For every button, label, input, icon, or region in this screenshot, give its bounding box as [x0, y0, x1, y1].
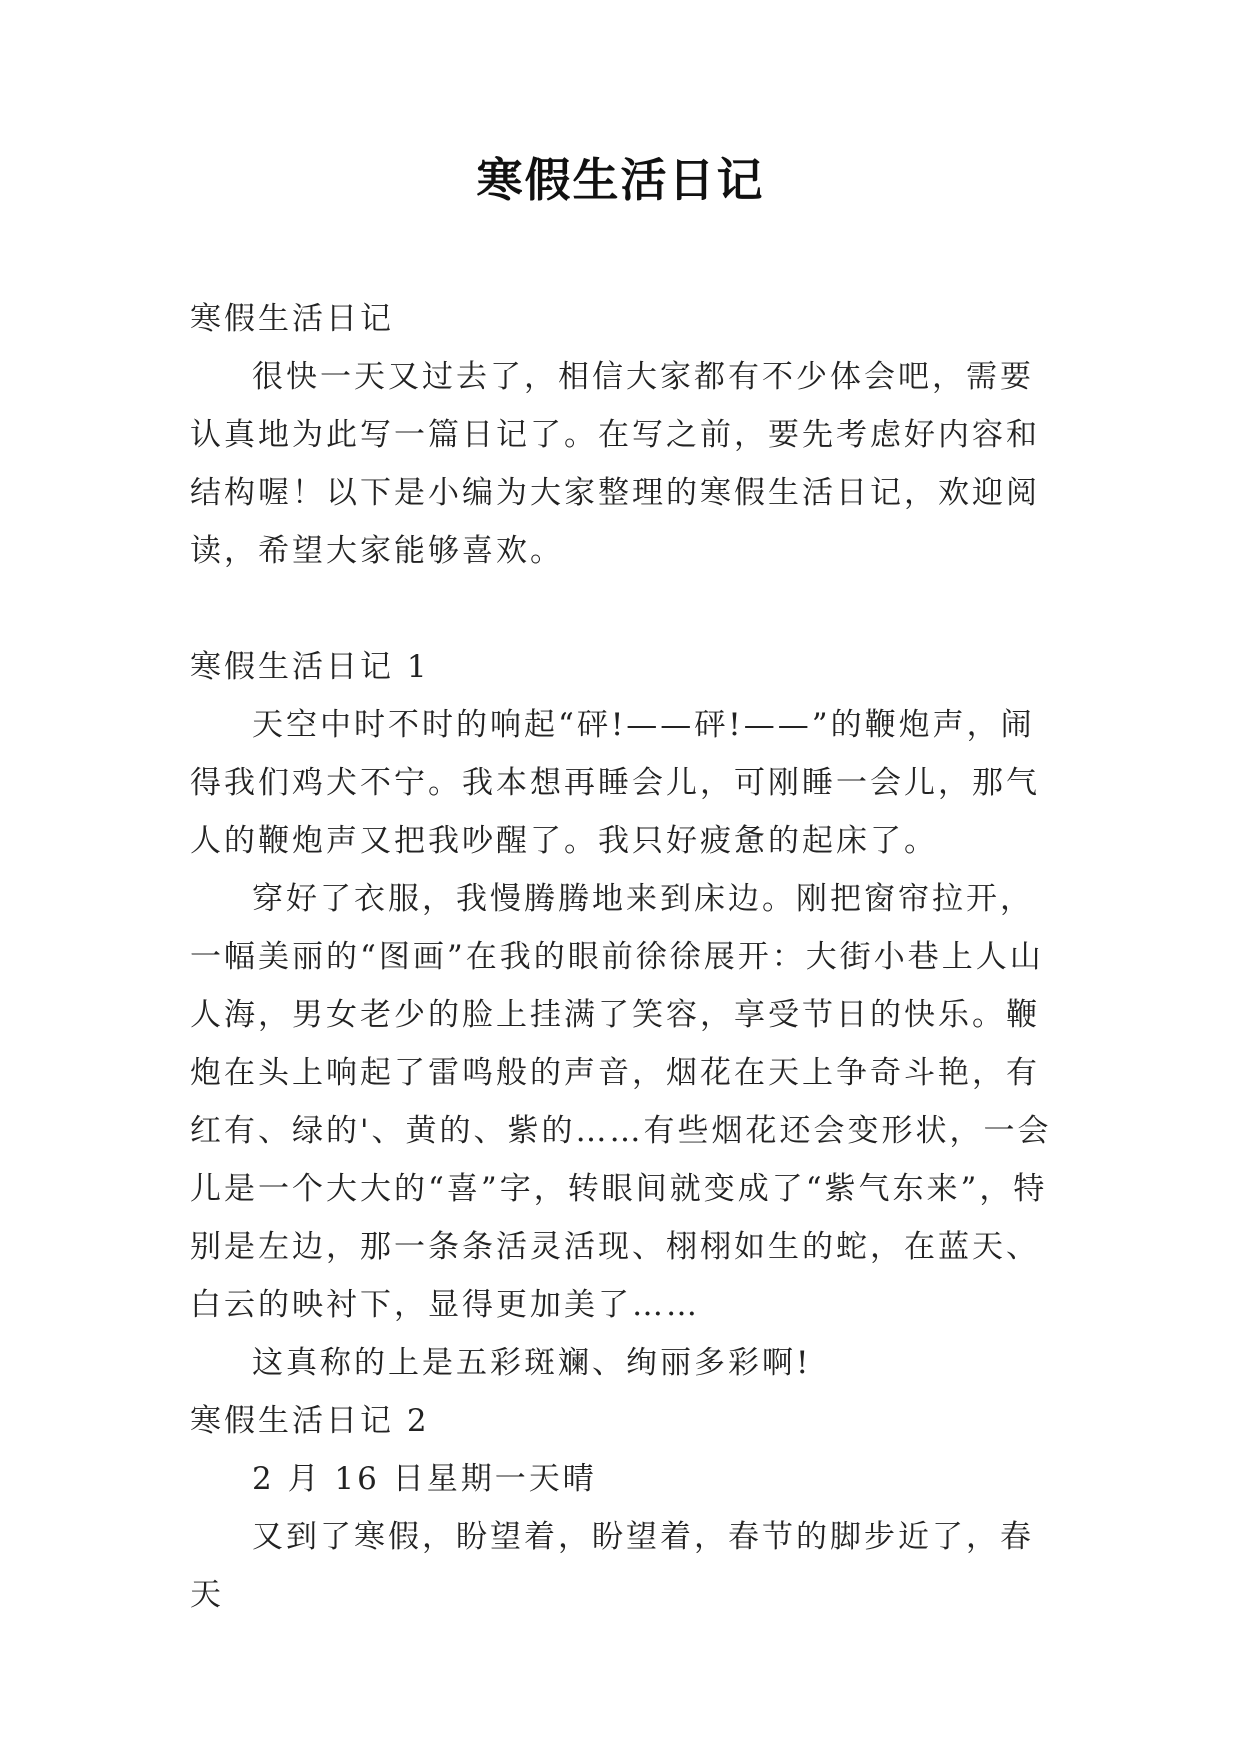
document-title: 寒假生活日记: [476, 153, 765, 207]
diary1-heading: 寒假生活日记 1: [190, 649, 430, 685]
diary2-heading: 寒假生活日记 2: [190, 1403, 430, 1439]
diary1-paragraph-2: 穿好了衣服，我慢腾腾地来到床边。刚把窗帘拉开，一幅美丽的“图画”在我的眼前徐徐展开：大街小巷上人山人海，男女老少的脸上挂满了笑容，享受节日的快乐。鞭炮在头上响起了雷鸣般的声音，烟花在天上争奇斗艳，有红有、绿的'、黄的、紫的……有些烟花还会变形状，一会儿是一个大大的“喜”字，转眼间就变成了“紫气东来”，特别是左边，那一条条活灵活现、栩栩如生的蛇，在蓝天、白云的映衬下，显得更加美了……: [190, 881, 1052, 1323]
diary1-paragraph-3: 这真称的上是五彩斑斓、绚丽多彩啊!: [252, 1345, 812, 1381]
diary2-paragraph-1: 又到了寒假，盼望着，盼望着，春节的脚步近了，春天: [190, 1519, 1034, 1613]
section-spacer: [190, 580, 1060, 638]
diary1-paragraph-1: 天空中时不时的响起“砰!——砰!——”的鞭炮声，闹得我们鸡犬不宁。我本想再睡会儿，可刚睡一会儿，那气人的鞭炮声又把我吵醒了。我只好疲惫的起床了。: [190, 707, 1040, 859]
intro-heading: 寒假生活日记: [190, 301, 394, 337]
diary2-date-line: 2 月 16 日星期一天晴: [252, 1461, 597, 1497]
intro-paragraph: 很快一天又过去了，相信大家都有不少体会吧，需要认真地为此写一篇日记了。在写之前，要先考虑好内容和结构喔！以下是小编为大家整理的寒假生活日记，欢迎阅读，希望大家能够喜欢。: [190, 359, 1040, 569]
document-body: [190, 290, 1060, 1624]
